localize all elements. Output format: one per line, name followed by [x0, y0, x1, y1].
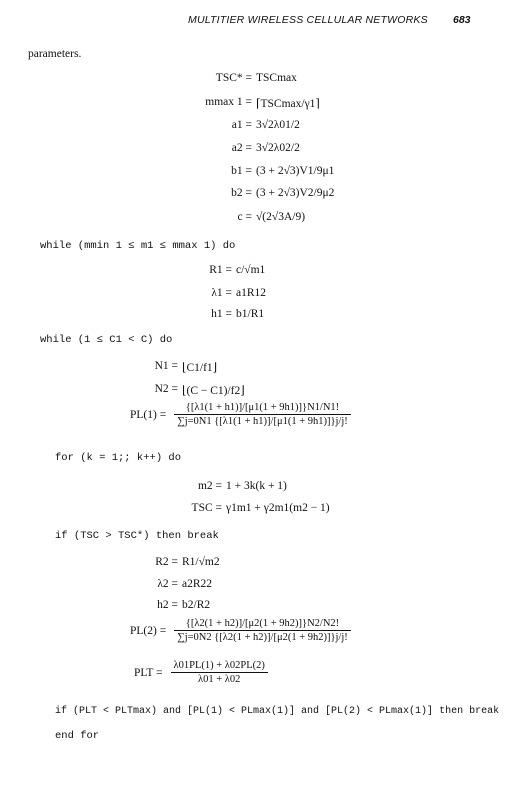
eq-h2-lhs: h2 =: [157, 599, 178, 611]
page-number: 683: [453, 14, 471, 26]
eq-h2-rhs: b2/R2: [182, 599, 211, 611]
eq-r1-rhs: c/√m1: [236, 264, 266, 276]
eq-n1-lhs: N1 =: [154, 360, 178, 372]
eq-lambda1-lhs: λ1 =: [211, 287, 232, 299]
eq-h1-rhs: b1/R1: [236, 308, 265, 320]
eq-h1-lhs: h1 =: [211, 308, 232, 320]
eq-pl1-numerator: {[λ1(1 + h1)]/[μ1(1 + 9h1)]}N1/N1!: [174, 402, 351, 415]
eq-n2-lhs: N2 =: [154, 383, 178, 395]
eq-r2-rhs: R1/√m2: [182, 556, 220, 568]
eq-lambda1-rhs: a1R12: [236, 287, 267, 299]
eq-c-rhs: √(2√3A/9): [256, 211, 306, 223]
eq-m2-lhs: m2 =: [197, 480, 222, 492]
if-break-plt: if (PLT < PLTmax) and [PL(1) < PLmax(1)] and [PL(2) < PLmax(1)] then break: [55, 706, 500, 717]
eq-tsc-rhs: γ1m1 + γ2m1(m2 − 1): [226, 502, 330, 514]
while-loop-c1: while (1 ≤ C1 < C) do: [40, 334, 173, 346]
eq-tsc-lhs: TSC =: [191, 502, 222, 514]
eq-tsc-star-lhs: TSC* =: [215, 72, 252, 84]
eq-a1-lhs: a1 =: [231, 119, 252, 131]
eq-b1-rhs: (3 + 2√3)V1/9μ1: [256, 165, 335, 177]
end-for: end for: [55, 730, 100, 742]
intro-text: parameters.: [28, 48, 82, 60]
running-title: MULTITIER WIRELESS CELLULAR NETWORKS: [188, 14, 428, 26]
eq-r2-lhs: R2 =: [155, 556, 178, 568]
eq-pl1-fraction: [174, 402, 351, 427]
eq-b2-rhs: (3 + 2√3)V2/9μ2: [256, 187, 335, 199]
eq-pl1: [130, 402, 351, 427]
eq-plt-denominator: λ01 + λ02: [198, 674, 241, 685]
eq-a2-rhs: 3√2λ02/2: [256, 142, 300, 154]
while-loop-m1: while (mmin 1 ≤ m1 ≤ mmax 1) do: [40, 240, 236, 252]
for-loop-k: for (k = 1;; k++) do: [55, 452, 182, 464]
eq-c-lhs: c =: [237, 211, 252, 223]
if-break-tsc: if (TSC > TSC*) then break: [55, 530, 219, 542]
eq-a2-lhs: a2 =: [231, 142, 252, 154]
eq-lambda2-lhs: λ2 =: [157, 578, 178, 590]
eq-pl2-lhs: PL(2) =: [130, 624, 167, 637]
eq-pl2-fraction: [174, 618, 351, 643]
eq-b1-lhs: b1 =: [231, 165, 252, 177]
eq-n1-rhs: ⌊C1/f1⌋: [182, 362, 218, 374]
eq-plt: [134, 660, 268, 685]
eq-pl2-numerator: {[λ2(1 + h2)]/[μ2(1 + 9h2)]}N2/N2!: [174, 618, 351, 631]
eq-n2-rhs: ⌊(C − C1)/f2⌋: [182, 385, 245, 397]
eq-plt-fraction: [171, 660, 268, 685]
eq-pl1-denominator: ∑j=0N1 {[λ1(1 + h1)]/[μ1(1 + 9h1)]}j/j!: [177, 416, 348, 427]
eq-lambda2-rhs: a2R22: [182, 578, 213, 590]
eq-mmax-lhs: mmax 1 =: [205, 96, 252, 108]
eq-mmax-rhs: ⌈TSCmax/γ1⌉: [256, 98, 320, 110]
eq-r1-lhs: R1 =: [209, 264, 232, 276]
eq-plt-numerator: λ01PL(1) + λ02PL(2): [171, 660, 268, 673]
eq-pl1-lhs: PL(1) =: [130, 408, 167, 421]
eq-a1-rhs: 3√2λ01/2: [256, 119, 300, 131]
eq-tsc-star-rhs: TSCmax: [256, 72, 297, 84]
eq-pl2: [130, 618, 351, 643]
eq-pl2-denominator: ∑j=0N2 {[λ2(1 + h2)]/[μ2(1 + 9h2)]}j/j!: [177, 632, 348, 643]
eq-m2-rhs: 1 + 3k(k + 1): [226, 480, 287, 492]
eq-plt-lhs: PLT =: [134, 666, 163, 679]
eq-b2-lhs: b2 =: [231, 187, 252, 199]
